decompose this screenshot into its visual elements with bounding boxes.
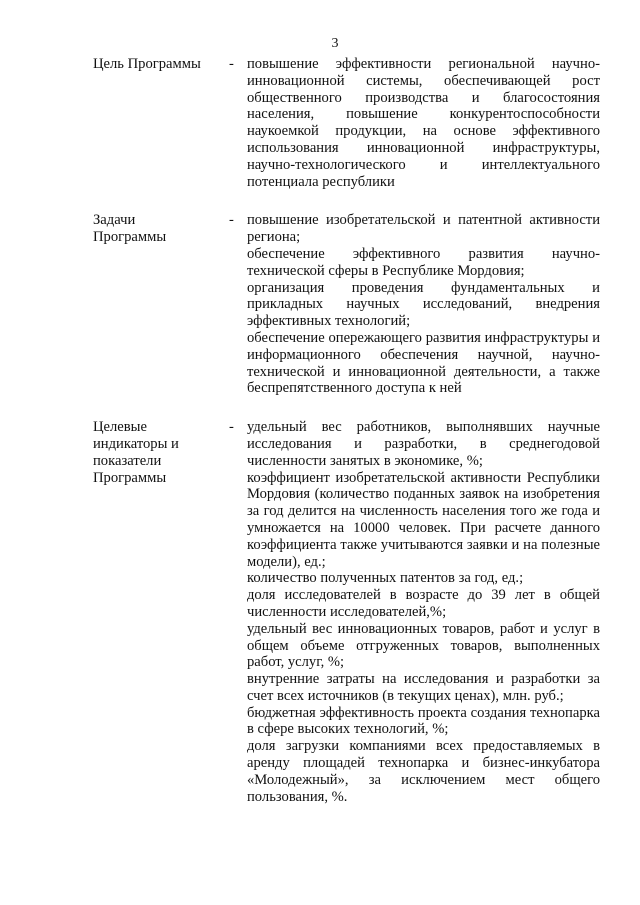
- section-item: повышение эффективности региональной научно-инновационной системы, обеспечивающей рост общественного производства и благосостояния населения, повышение конкурентоспособности наукоемкой продукции, на основе эффективного использования инновационной инфраструктуры, научно-технологического и интеллектуального потенциала республики: [247, 56, 600, 190]
- section-item: доля загрузки компаниями всех предоставляемых в аренду площадей технопарка и бизнес-инкубатора «Молодежный», за исключением мест общего пользования, %.: [247, 738, 600, 805]
- section-label: [0, 212, 229, 397]
- section-item: коэффициент изобретательской активности Республики Мордовия (количество поданных заявок на изобретения за год делится на численность населения того же года и умножается на 10000 человек. При расчете данного коэффициента также учитываются заявки и на полезные модели), ед.;: [247, 469, 600, 570]
- section-dash: -: [229, 212, 234, 229]
- section-goal: [0, 56, 640, 190]
- section-label-line: Программы: [93, 469, 167, 486]
- section-dash: -: [229, 56, 234, 72]
- section-label: [0, 419, 229, 805]
- section-item: бюджетная эффективность проекта создания технопарка в сфере высоких технологий, %;: [247, 704, 600, 738]
- section-item: обеспечение эффективного развития научно-технической сферы в Республике Мордовия;: [247, 245, 600, 279]
- section-label-line: Цель Программы: [93, 56, 201, 72]
- section-item: внутренние затраты на исследования и разработки за счет всех источников (в текущих ценах), млн. руб.;: [247, 671, 600, 704]
- section-items: [247, 212, 600, 397]
- section-item: удельный вес инновационных товаров, работ и услуг в общем объеме отгруженных товаров, выполненных работ, услуг, %;: [247, 620, 600, 671]
- section-item: повышение изобретательской и патентной активности региона;: [247, 212, 600, 246]
- section-label-line: Задачи: [93, 212, 136, 229]
- section-item: доля исследователей в возрасте до 39 лет в общей численности исследователей,%;: [247, 587, 600, 620]
- page-number: 3: [331, 36, 339, 51]
- section-item: удельный вес работников, выполнявших научные исследования и разработки, в среднегодовой численности занятых в экономике, %;: [247, 419, 600, 469]
- section-dash: -: [229, 419, 234, 436]
- section-label-line: индикаторы и: [93, 435, 179, 452]
- section-label-line: Программы: [93, 229, 167, 246]
- section-item: организация проведения фундаментальных и прикладных научных исследований, внедрения эффективных технологий;: [247, 279, 600, 330]
- section-items: [247, 419, 600, 805]
- section-label-line: Целевые: [93, 419, 147, 436]
- section-label: [0, 56, 229, 190]
- section-label-line: показатели: [93, 452, 162, 469]
- section-tasks: [0, 212, 640, 397]
- section-item: обеспечение опережающего развития инфраструктуры и информационного обеспечения научной, научно-технической и инновационной деятельности, а также беспрепятственного доступа к ней: [247, 329, 600, 397]
- section-item: количество полученных патентов за год, ед.;: [247, 570, 524, 587]
- section-items: [247, 56, 600, 190]
- section-indicators: [0, 419, 640, 805]
